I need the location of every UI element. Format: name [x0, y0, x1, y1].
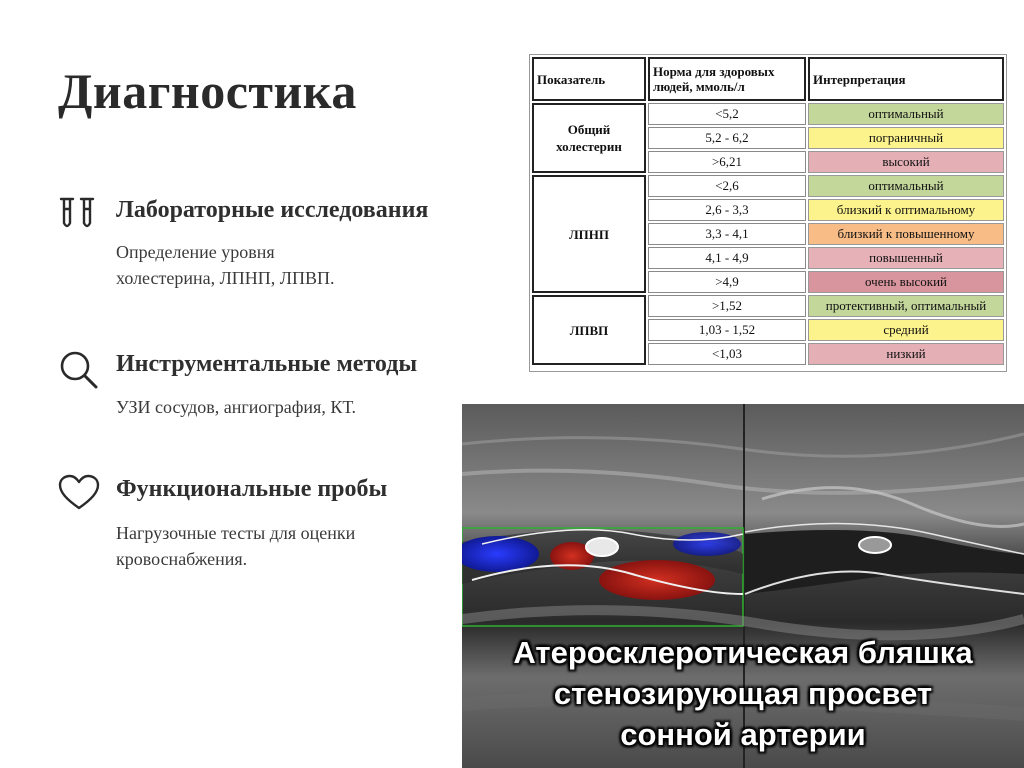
table-row	[532, 175, 1004, 197]
instrumental-methods-heading: Инструментальные методы	[116, 351, 418, 377]
table-header-row	[532, 57, 1004, 101]
interpretation-cell: высокий	[808, 151, 1004, 173]
interpretation-cell: оптимальный	[808, 175, 1004, 197]
header-norm: Норма для здоровых людей, ммоль/л	[648, 57, 806, 101]
functional-tests-description: Нагрузочные тесты для оценки кровоснабжения.	[116, 523, 356, 569]
interpretation-cell: очень высокий	[808, 271, 1004, 293]
test-tubes-icon	[58, 195, 100, 235]
table-row	[532, 295, 1004, 317]
functional-tests-section	[58, 474, 498, 574]
group-name-cell: Общий холестерин	[532, 103, 646, 173]
norm-cell: 4,1 - 4,9	[648, 247, 806, 269]
interpretation-cell: оптимальный	[808, 103, 1004, 125]
instrumental-methods-description: УЗИ сосудов, ангиография, КТ.	[116, 397, 357, 417]
lab-tests-heading: Лабораторные исследования	[116, 197, 429, 223]
norm-cell: 2,6 - 3,3	[648, 199, 806, 221]
carotid-ultrasound-image	[462, 404, 1024, 768]
norm-cell: >6,21	[648, 151, 806, 173]
instrumental-methods-section	[58, 349, 498, 419]
norm-cell: 3,3 - 4,1	[648, 223, 806, 245]
norm-cell: >1,52	[648, 295, 806, 317]
slide-title: Диагностика	[58, 63, 357, 119]
group-name-cell: ЛПВП	[532, 295, 646, 365]
interpretation-cell: пограничный	[808, 127, 1004, 149]
interpretation-cell: средний	[808, 319, 1004, 341]
interpretation-cell: протективный, оптимальный	[808, 295, 1004, 317]
ultrasound-caption: Атеросклеротическая бляшка стенозирующая просвет сонной артерии	[513, 635, 973, 752]
interpretation-cell: низкий	[808, 343, 1004, 365]
interpretation-cell: повышенный	[808, 247, 1004, 269]
interpretation-cell: близкий к оптимальному	[808, 199, 1004, 221]
magnifier-icon	[58, 349, 100, 389]
lab-tests-section	[58, 195, 498, 295]
heart-icon	[58, 474, 100, 514]
lipid-reference-table	[529, 54, 1007, 372]
header-indicator: Показатель	[532, 57, 646, 101]
lab-tests-description: Определение уровня холестерина, ЛПНП, ЛПВП.	[116, 242, 335, 288]
interpretation-cell: близкий к повышенному	[808, 223, 1004, 245]
table-row	[532, 103, 1004, 125]
norm-cell: >4,9	[648, 271, 806, 293]
header-interpretation: Интерпретация	[808, 57, 1004, 101]
functional-tests-heading: Функциональные пробы	[116, 476, 388, 502]
norm-cell: 5,2 - 6,2	[648, 127, 806, 149]
norm-cell: 1,03 - 1,52	[648, 319, 806, 341]
norm-cell: <5,2	[648, 103, 806, 125]
group-name-cell: ЛПНП	[532, 175, 646, 293]
norm-cell: <2,6	[648, 175, 806, 197]
norm-cell: <1,03	[648, 343, 806, 365]
